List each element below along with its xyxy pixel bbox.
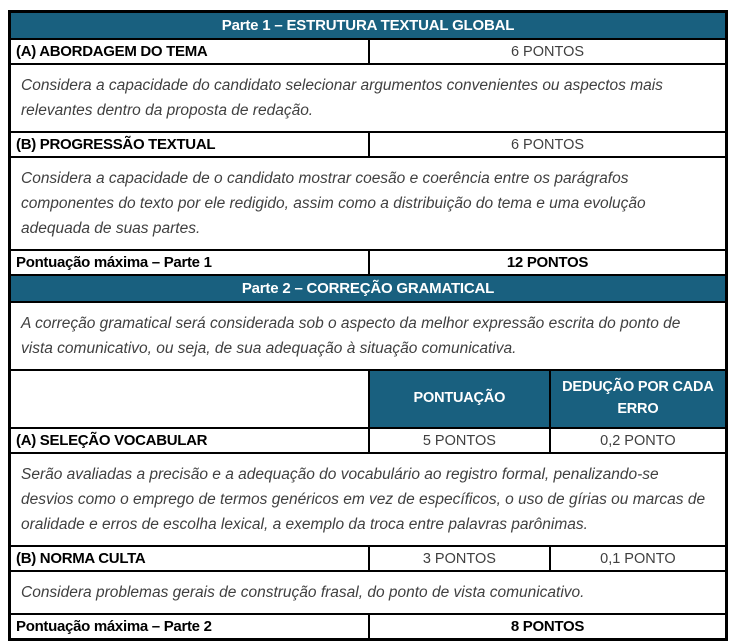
part1-max-label: Pontuação máxima – Parte 1 bbox=[10, 250, 369, 275]
part2-intro-text: A correção gramatical será considerada sob o aspecto da melhor expressão escrita do ponto de vista comunicativo, ou seja, de sua adequação à situação comunicativa. bbox=[10, 302, 727, 370]
part1-criterion-a-description: Considera a capacidade do candidato selecionar argumentos convenientes ou aspectos mais relevantes dentro da proposta de redação. bbox=[10, 64, 727, 132]
part2-column-header-spacer bbox=[10, 370, 369, 428]
part2-criterion-b-description-row bbox=[10, 571, 727, 614]
part2-criterion-a-deduction: 0,2 PONTO bbox=[550, 428, 727, 453]
part2-max-label: Pontuação máxima – Parte 2 bbox=[10, 614, 369, 640]
part2-column-header-deducao: DEDUÇÃO POR CADA ERRO bbox=[550, 370, 727, 428]
part2-criterion-a-description: Serão avaliadas a precisão e a adequação do vocabulário ao registro formal, penalizando-se desvios como o emprego de termos genéricos em vez de específicos, o uso de gírias ou marcas de oralidade e erros de escolha lexical, a exemplo da troca entre palavras parônimas. bbox=[10, 453, 727, 546]
part1-section-title: Parte 1 – ESTRUTURA TEXTUAL GLOBAL bbox=[10, 12, 727, 40]
part1-criterion-b-description-row bbox=[10, 157, 727, 250]
part1-criterion-a-row bbox=[10, 39, 727, 64]
part2-criterion-a-row bbox=[10, 428, 727, 453]
part2-criterion-a-description-row bbox=[10, 453, 727, 546]
part2-criterion-a-points: 5 PONTOS bbox=[369, 428, 550, 453]
part2-section-title: Parte 2 – CORREÇÃO GRAMATICAL bbox=[10, 275, 727, 302]
part2-column-header-row bbox=[10, 370, 727, 428]
part2-max-row bbox=[10, 614, 727, 640]
part2-criterion-b-deduction: 0,1 PONTO bbox=[550, 546, 727, 571]
part2-criterion-b-description: Considera problemas gerais de construção frasal, do ponto de vista comunicativo. bbox=[10, 571, 727, 614]
part1-criterion-b-row bbox=[10, 132, 727, 157]
part2-max-points: 8 PONTOS bbox=[369, 614, 727, 640]
part2-column-header-pontuacao: PONTUAÇÃO bbox=[369, 370, 550, 428]
part2-criterion-b-label: (B) NORMA CULTA bbox=[10, 546, 369, 571]
part1-criterion-a-label: (A) ABORDAGEM DO TEMA bbox=[10, 39, 369, 64]
part1-criterion-b-description: Considera a capacidade de o candidato mostrar coesão e coerência entre os parágrafos componentes do texto por ele redigido, assim como a distribuição do tema e uma evolução adequada de suas partes. bbox=[10, 157, 727, 250]
part2-intro-row bbox=[10, 302, 727, 370]
rubric-table bbox=[8, 10, 728, 641]
part1-max-row bbox=[10, 250, 727, 275]
part2-criterion-a-label: (A) SELEÇÃO VOCABULAR bbox=[10, 428, 369, 453]
part1-criterion-a-points: 6 PONTOS bbox=[369, 39, 727, 64]
part2-criterion-b-row bbox=[10, 546, 727, 571]
part2-header-row bbox=[10, 275, 727, 302]
part1-header-row bbox=[10, 12, 727, 40]
part1-criterion-b-label: (B) PROGRESSÃO TEXTUAL bbox=[10, 132, 369, 157]
part1-criterion-b-points: 6 PONTOS bbox=[369, 132, 727, 157]
part1-criterion-a-description-row bbox=[10, 64, 727, 132]
part1-max-points: 12 PONTOS bbox=[369, 250, 727, 275]
grading-rubric bbox=[8, 10, 728, 641]
part2-criterion-b-points: 3 PONTOS bbox=[369, 546, 550, 571]
